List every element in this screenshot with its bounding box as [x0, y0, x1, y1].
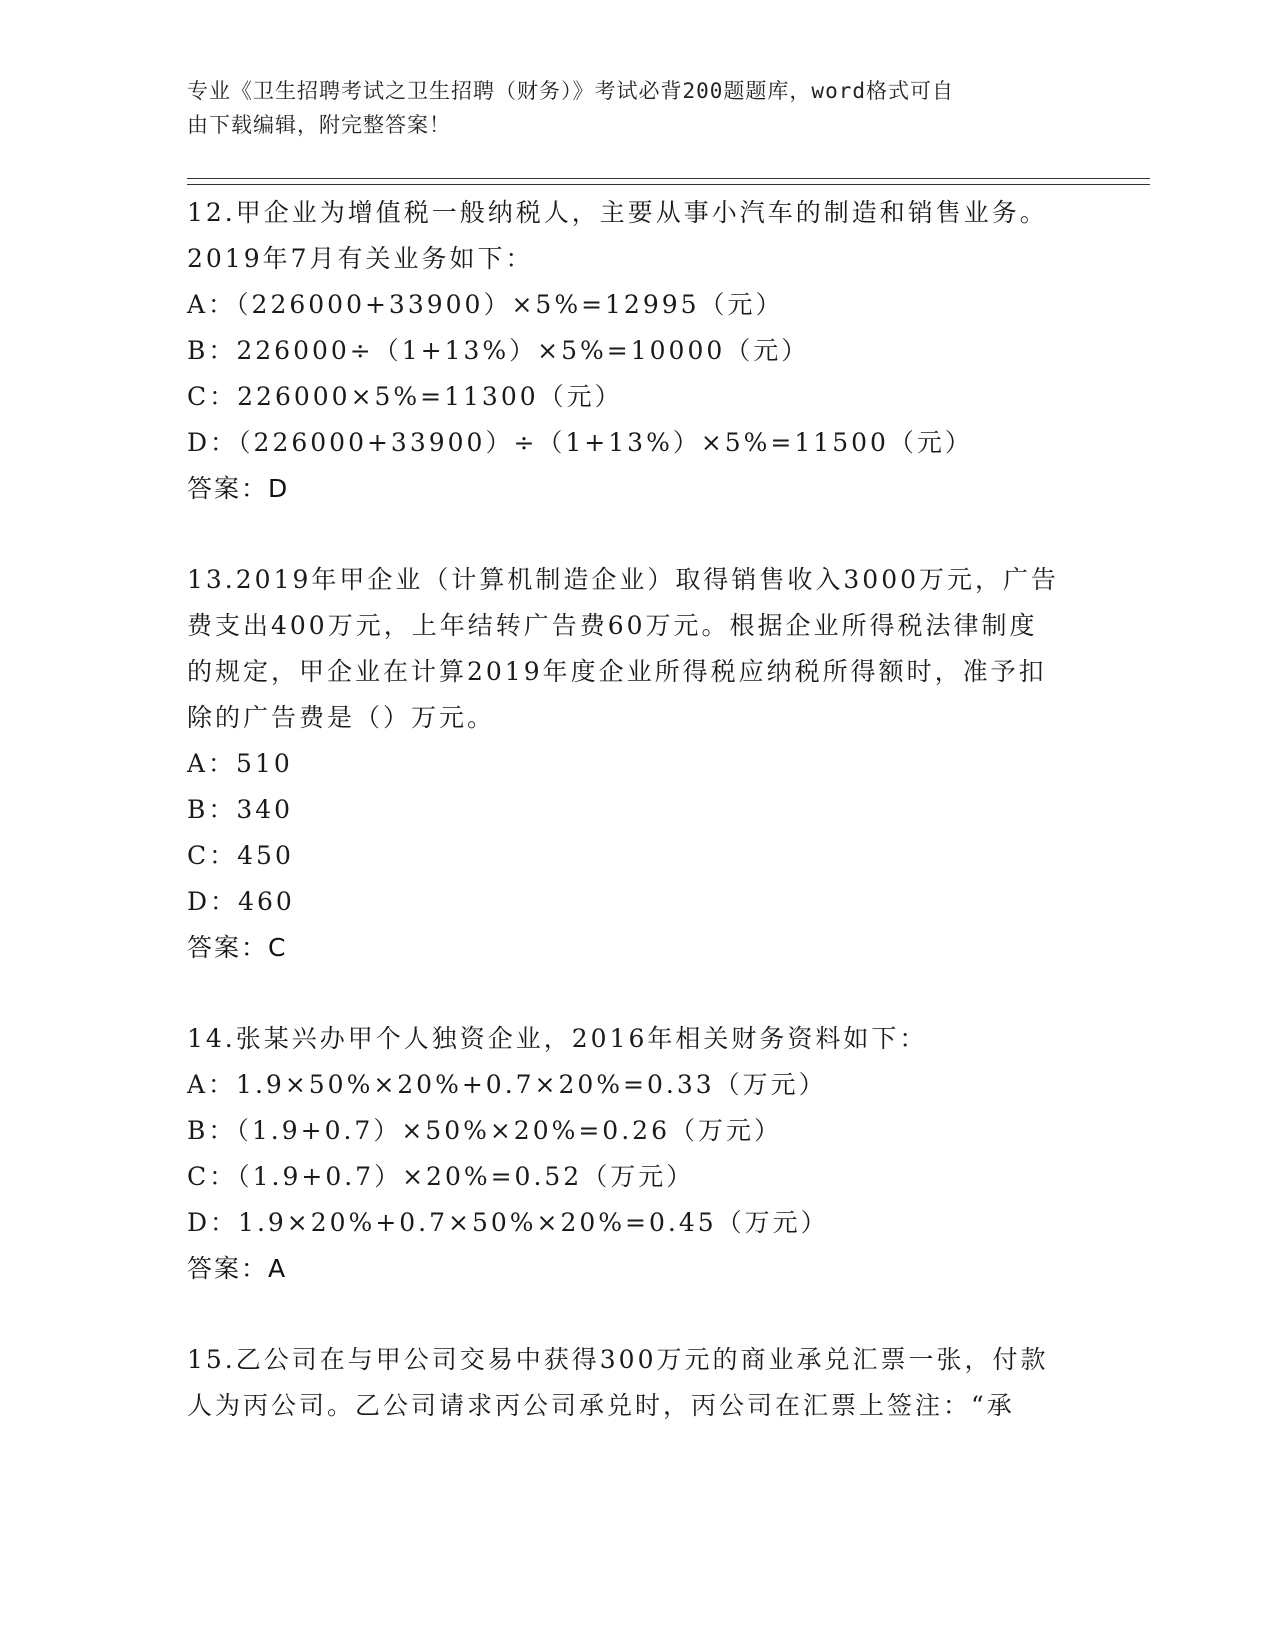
question-13-answer: 答案：C	[187, 933, 288, 962]
header-divider-top	[187, 178, 1150, 179]
question-15	[187, 1337, 1087, 1429]
question-14-option-b: B：（1.9+0.7）×50%×20%=0.26（万元）	[187, 1116, 782, 1145]
question-13-option-d: D：460	[187, 887, 295, 916]
question-13-option-b: B：340	[187, 795, 294, 824]
question-14-answer: 答案：A	[187, 1254, 288, 1283]
question-13-option-c: C：450	[187, 841, 294, 870]
question-15-stem-line-2: 人为丙公司。乙公司请求丙公司承兑时，丙公司在汇票上签注：“承	[187, 1391, 1015, 1420]
question-13-stem-line-4: 除的广告费是（）万元。	[187, 703, 496, 732]
header-line-1: 专业《卫生招聘考试之卫生招聘（财务）》考试必背200题题库，word格式可自	[187, 79, 954, 103]
question-13-stem-line-2: 费支出400万元，上年结转广告费60万元。根据企业所得税法律制度	[187, 611, 1038, 640]
question-13-option-a: A：510	[187, 749, 293, 778]
question-12-option-d: D：（226000+33900）÷（1+13%）×5%=11500（元）	[187, 428, 973, 457]
question-13-stem-line-1: 13.2019年甲企业（计算机制造企业）取得销售收入3000万元，广告	[187, 565, 1060, 594]
question-15-stem-line-1: 15.乙公司在与甲公司交易中获得300万元的商业承兑汇票一张，付款	[187, 1345, 1049, 1374]
question-14-stem-line-1: 14.张某兴办甲个人独资企业，2016年相关财务资料如下：	[187, 1024, 928, 1053]
question-list	[187, 190, 1087, 1474]
question-14-option-a: A：1.9×50%×20%+0.7×20%=0.33（万元）	[187, 1070, 827, 1099]
question-13	[187, 557, 1087, 971]
question-12-answer: 答案：D	[187, 474, 290, 503]
question-12-stem-line-1: 12.甲企业为增值税一般纳税人，主要从事小汽车的制造和销售业务。	[187, 198, 1048, 227]
header-line-2: 由下载编辑，附完整答案！	[187, 113, 451, 137]
question-13-stem-line-3: 的规定，甲企业在计算2019年度企业所得税应纳税所得额时，准予扣	[187, 657, 1047, 686]
question-14-option-d: D：1.9×20%+0.7×50%×20%=0.45（万元）	[187, 1208, 829, 1237]
question-14	[187, 1016, 1087, 1292]
question-12-option-c: C：226000×5%=11300（元）	[187, 382, 623, 411]
question-12-option-a: A：（226000+33900）×5%=12995（元）	[187, 290, 784, 319]
question-12	[187, 190, 1087, 512]
document-header	[187, 74, 1067, 142]
question-12-option-b: B：226000÷（1+13%）×5%=10000（元）	[187, 336, 810, 365]
question-14-option-c: C：（1.9+0.7）×20%=0.52（万元）	[187, 1162, 695, 1191]
header-divider-bottom	[187, 184, 1150, 185]
question-12-stem-line-2: 2019年7月有关业务如下：	[187, 244, 534, 273]
